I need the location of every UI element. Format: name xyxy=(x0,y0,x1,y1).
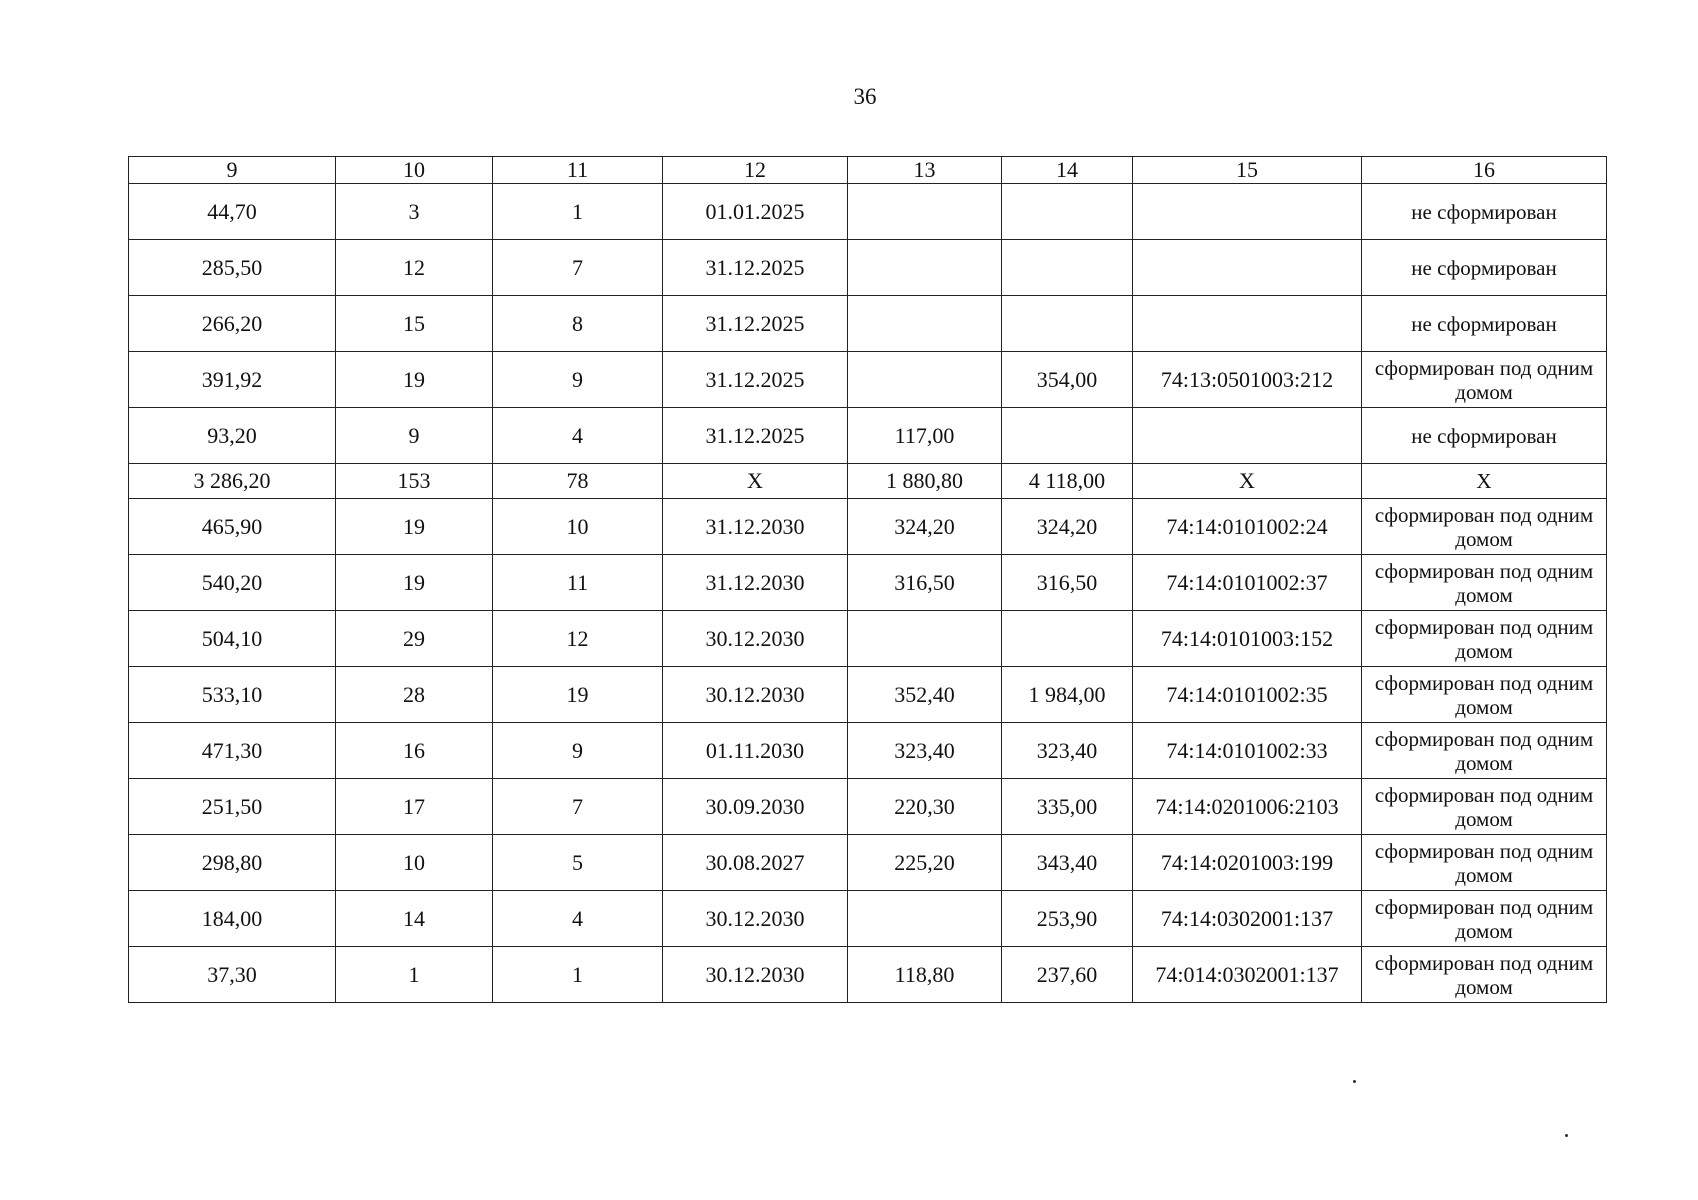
table-cell: 30.09.2030 xyxy=(663,779,848,835)
table-cell xyxy=(1133,408,1362,464)
table-cell xyxy=(848,352,1002,408)
table-cell: 01.01.2025 xyxy=(663,184,848,240)
table-cell: сформирован под одним домом xyxy=(1362,891,1607,947)
table-cell: 324,20 xyxy=(1002,499,1133,555)
table-cell: 1 880,80 xyxy=(848,464,1002,499)
table-cell: 1 xyxy=(336,947,493,1003)
table-cell: 471,30 xyxy=(129,723,336,779)
table-cell: 7 xyxy=(493,779,663,835)
table-row xyxy=(129,240,1607,296)
table-cell: 7 xyxy=(493,240,663,296)
table-cell: 3 xyxy=(336,184,493,240)
table-cell: 9 xyxy=(493,723,663,779)
table-cell: 343,40 xyxy=(1002,835,1133,891)
table-cell: 74:13:0501003:212 xyxy=(1133,352,1362,408)
column-header: 13 xyxy=(848,157,1002,184)
table-cell: 237,60 xyxy=(1002,947,1133,1003)
table-cell: 29 xyxy=(336,611,493,667)
table-cell: 31.12.2025 xyxy=(663,352,848,408)
table-cell: 31.12.2030 xyxy=(663,555,848,611)
column-header: 14 xyxy=(1002,157,1133,184)
table-cell: 19 xyxy=(336,555,493,611)
table-cell: 19 xyxy=(493,667,663,723)
table-cell: 1 xyxy=(493,947,663,1003)
table-cell: 44,70 xyxy=(129,184,336,240)
table-cell xyxy=(1002,240,1133,296)
table-cell: 74:14:0101002:35 xyxy=(1133,667,1362,723)
table-cell: 504,10 xyxy=(129,611,336,667)
table-row xyxy=(129,555,1607,611)
table-cell: 30.08.2027 xyxy=(663,835,848,891)
table-cell: X xyxy=(1362,464,1607,499)
table-cell: 1 984,00 xyxy=(1002,667,1133,723)
table-cell: не сформирован xyxy=(1362,408,1607,464)
table-cell: сформирован под одним домом xyxy=(1362,779,1607,835)
table-cell: 118,80 xyxy=(848,947,1002,1003)
table-cell: не сформирован xyxy=(1362,184,1607,240)
table-cell xyxy=(1002,408,1133,464)
table-body xyxy=(129,184,1607,1003)
table-cell: 74:014:0302001:137 xyxy=(1133,947,1362,1003)
table-cell: 78 xyxy=(493,464,663,499)
table-cell: сформирован под одним домом xyxy=(1362,352,1607,408)
table-cell: не сформирован xyxy=(1362,296,1607,352)
table-cell: 10 xyxy=(493,499,663,555)
table-cell: 465,90 xyxy=(129,499,336,555)
table-cell: 225,20 xyxy=(848,835,1002,891)
table-cell: 31.12.2030 xyxy=(663,499,848,555)
table-cell: 391,92 xyxy=(129,352,336,408)
table-row xyxy=(129,611,1607,667)
table-cell: 93,20 xyxy=(129,408,336,464)
table-cell: 74:14:0101002:24 xyxy=(1133,499,1362,555)
table-cell: 15 xyxy=(336,296,493,352)
data-table xyxy=(128,156,1607,1003)
table-cell xyxy=(1002,611,1133,667)
table-cell xyxy=(1133,240,1362,296)
table-cell: 17 xyxy=(336,779,493,835)
column-header: 10 xyxy=(336,157,493,184)
column-header: 12 xyxy=(663,157,848,184)
table-cell: 5 xyxy=(493,835,663,891)
total-row xyxy=(129,464,1607,499)
table-cell xyxy=(848,891,1002,947)
table-row xyxy=(129,947,1607,1003)
table-cell: X xyxy=(1133,464,1362,499)
table-cell: сформирован под одним домом xyxy=(1362,947,1607,1003)
column-header: 15 xyxy=(1133,157,1362,184)
table-cell: 9 xyxy=(493,352,663,408)
table-cell: 220,30 xyxy=(848,779,1002,835)
table-cell: 540,20 xyxy=(129,555,336,611)
table-cell: 74:14:0201006:2103 xyxy=(1133,779,1362,835)
table-cell: 316,50 xyxy=(848,555,1002,611)
table-cell: 12 xyxy=(493,611,663,667)
table-row xyxy=(129,723,1607,779)
scan-speck xyxy=(1565,1134,1568,1137)
table-row xyxy=(129,835,1607,891)
table-cell: 298,80 xyxy=(129,835,336,891)
page-number: 36 xyxy=(853,84,877,109)
table-cell: 533,10 xyxy=(129,667,336,723)
table-cell: 285,50 xyxy=(129,240,336,296)
table-cell: 01.11.2030 xyxy=(663,723,848,779)
table-cell: X xyxy=(663,464,848,499)
table-cell xyxy=(1002,184,1133,240)
table-cell: 74:14:0201003:199 xyxy=(1133,835,1362,891)
table-cell: 74:14:0101002:37 xyxy=(1133,555,1362,611)
table-cell: сформирован под одним домом xyxy=(1362,723,1607,779)
table-row xyxy=(129,296,1607,352)
table-cell: 4 118,00 xyxy=(1002,464,1133,499)
table-cell: 12 xyxy=(336,240,493,296)
table-cell: 1 xyxy=(493,184,663,240)
table-cell: 316,50 xyxy=(1002,555,1133,611)
table-cell: 30.12.2030 xyxy=(663,667,848,723)
table-cell: 19 xyxy=(336,499,493,555)
table-cell: 37,30 xyxy=(129,947,336,1003)
table-row xyxy=(129,352,1607,408)
table-cell: 266,20 xyxy=(129,296,336,352)
table-cell: 4 xyxy=(493,408,663,464)
table-cell: 9 xyxy=(336,408,493,464)
table-cell: не сформирован xyxy=(1362,240,1607,296)
column-header: 9 xyxy=(129,157,336,184)
table-cell: 323,40 xyxy=(1002,723,1133,779)
table-cell: 335,00 xyxy=(1002,779,1133,835)
table-cell: 30.12.2030 xyxy=(663,611,848,667)
table-cell: 74:14:0101003:152 xyxy=(1133,611,1362,667)
table-row xyxy=(129,499,1607,555)
table-cell: 3 286,20 xyxy=(129,464,336,499)
table-row xyxy=(129,408,1607,464)
table-cell: 30.12.2030 xyxy=(663,891,848,947)
table-cell: 8 xyxy=(493,296,663,352)
table-cell: 251,50 xyxy=(129,779,336,835)
table-cell: 74:14:0101002:33 xyxy=(1133,723,1362,779)
table-cell xyxy=(1133,184,1362,240)
table-cell: сформирован под одним домом xyxy=(1362,667,1607,723)
table-cell xyxy=(848,611,1002,667)
table-cell: 253,90 xyxy=(1002,891,1133,947)
table-cell: сформирован под одним домом xyxy=(1362,611,1607,667)
scan-speck xyxy=(1353,1080,1356,1083)
column-header: 16 xyxy=(1362,157,1607,184)
column-header: 11 xyxy=(493,157,663,184)
table-cell: 19 xyxy=(336,352,493,408)
table-cell: 184,00 xyxy=(129,891,336,947)
table-cell: 4 xyxy=(493,891,663,947)
header-row xyxy=(129,157,1607,184)
table-cell: 74:14:0302001:137 xyxy=(1133,891,1362,947)
table-cell xyxy=(848,240,1002,296)
table-cell: 31.12.2025 xyxy=(663,240,848,296)
table-cell: 153 xyxy=(336,464,493,499)
table-cell: 28 xyxy=(336,667,493,723)
table-cell: 31.12.2025 xyxy=(663,296,848,352)
table-row xyxy=(129,184,1607,240)
table-cell xyxy=(848,296,1002,352)
table-cell: 16 xyxy=(336,723,493,779)
table-cell: 30.12.2030 xyxy=(663,947,848,1003)
table-cell: сформирован под одним домом xyxy=(1362,835,1607,891)
table-cell: 14 xyxy=(336,891,493,947)
table-cell: 117,00 xyxy=(848,408,1002,464)
table-cell: 323,40 xyxy=(848,723,1002,779)
table-cell xyxy=(1133,296,1362,352)
table-cell: 352,40 xyxy=(848,667,1002,723)
table-row xyxy=(129,891,1607,947)
table-cell xyxy=(1002,296,1133,352)
table-cell: 354,00 xyxy=(1002,352,1133,408)
table-cell: 11 xyxy=(493,555,663,611)
table-cell: сформирован под одним домом xyxy=(1362,555,1607,611)
table-cell: сформирован под одним домом xyxy=(1362,499,1607,555)
table-row xyxy=(129,667,1607,723)
table-cell xyxy=(848,184,1002,240)
table-cell: 324,20 xyxy=(848,499,1002,555)
table-row xyxy=(129,779,1607,835)
table-cell: 10 xyxy=(336,835,493,891)
table-cell: 31.12.2025 xyxy=(663,408,848,464)
